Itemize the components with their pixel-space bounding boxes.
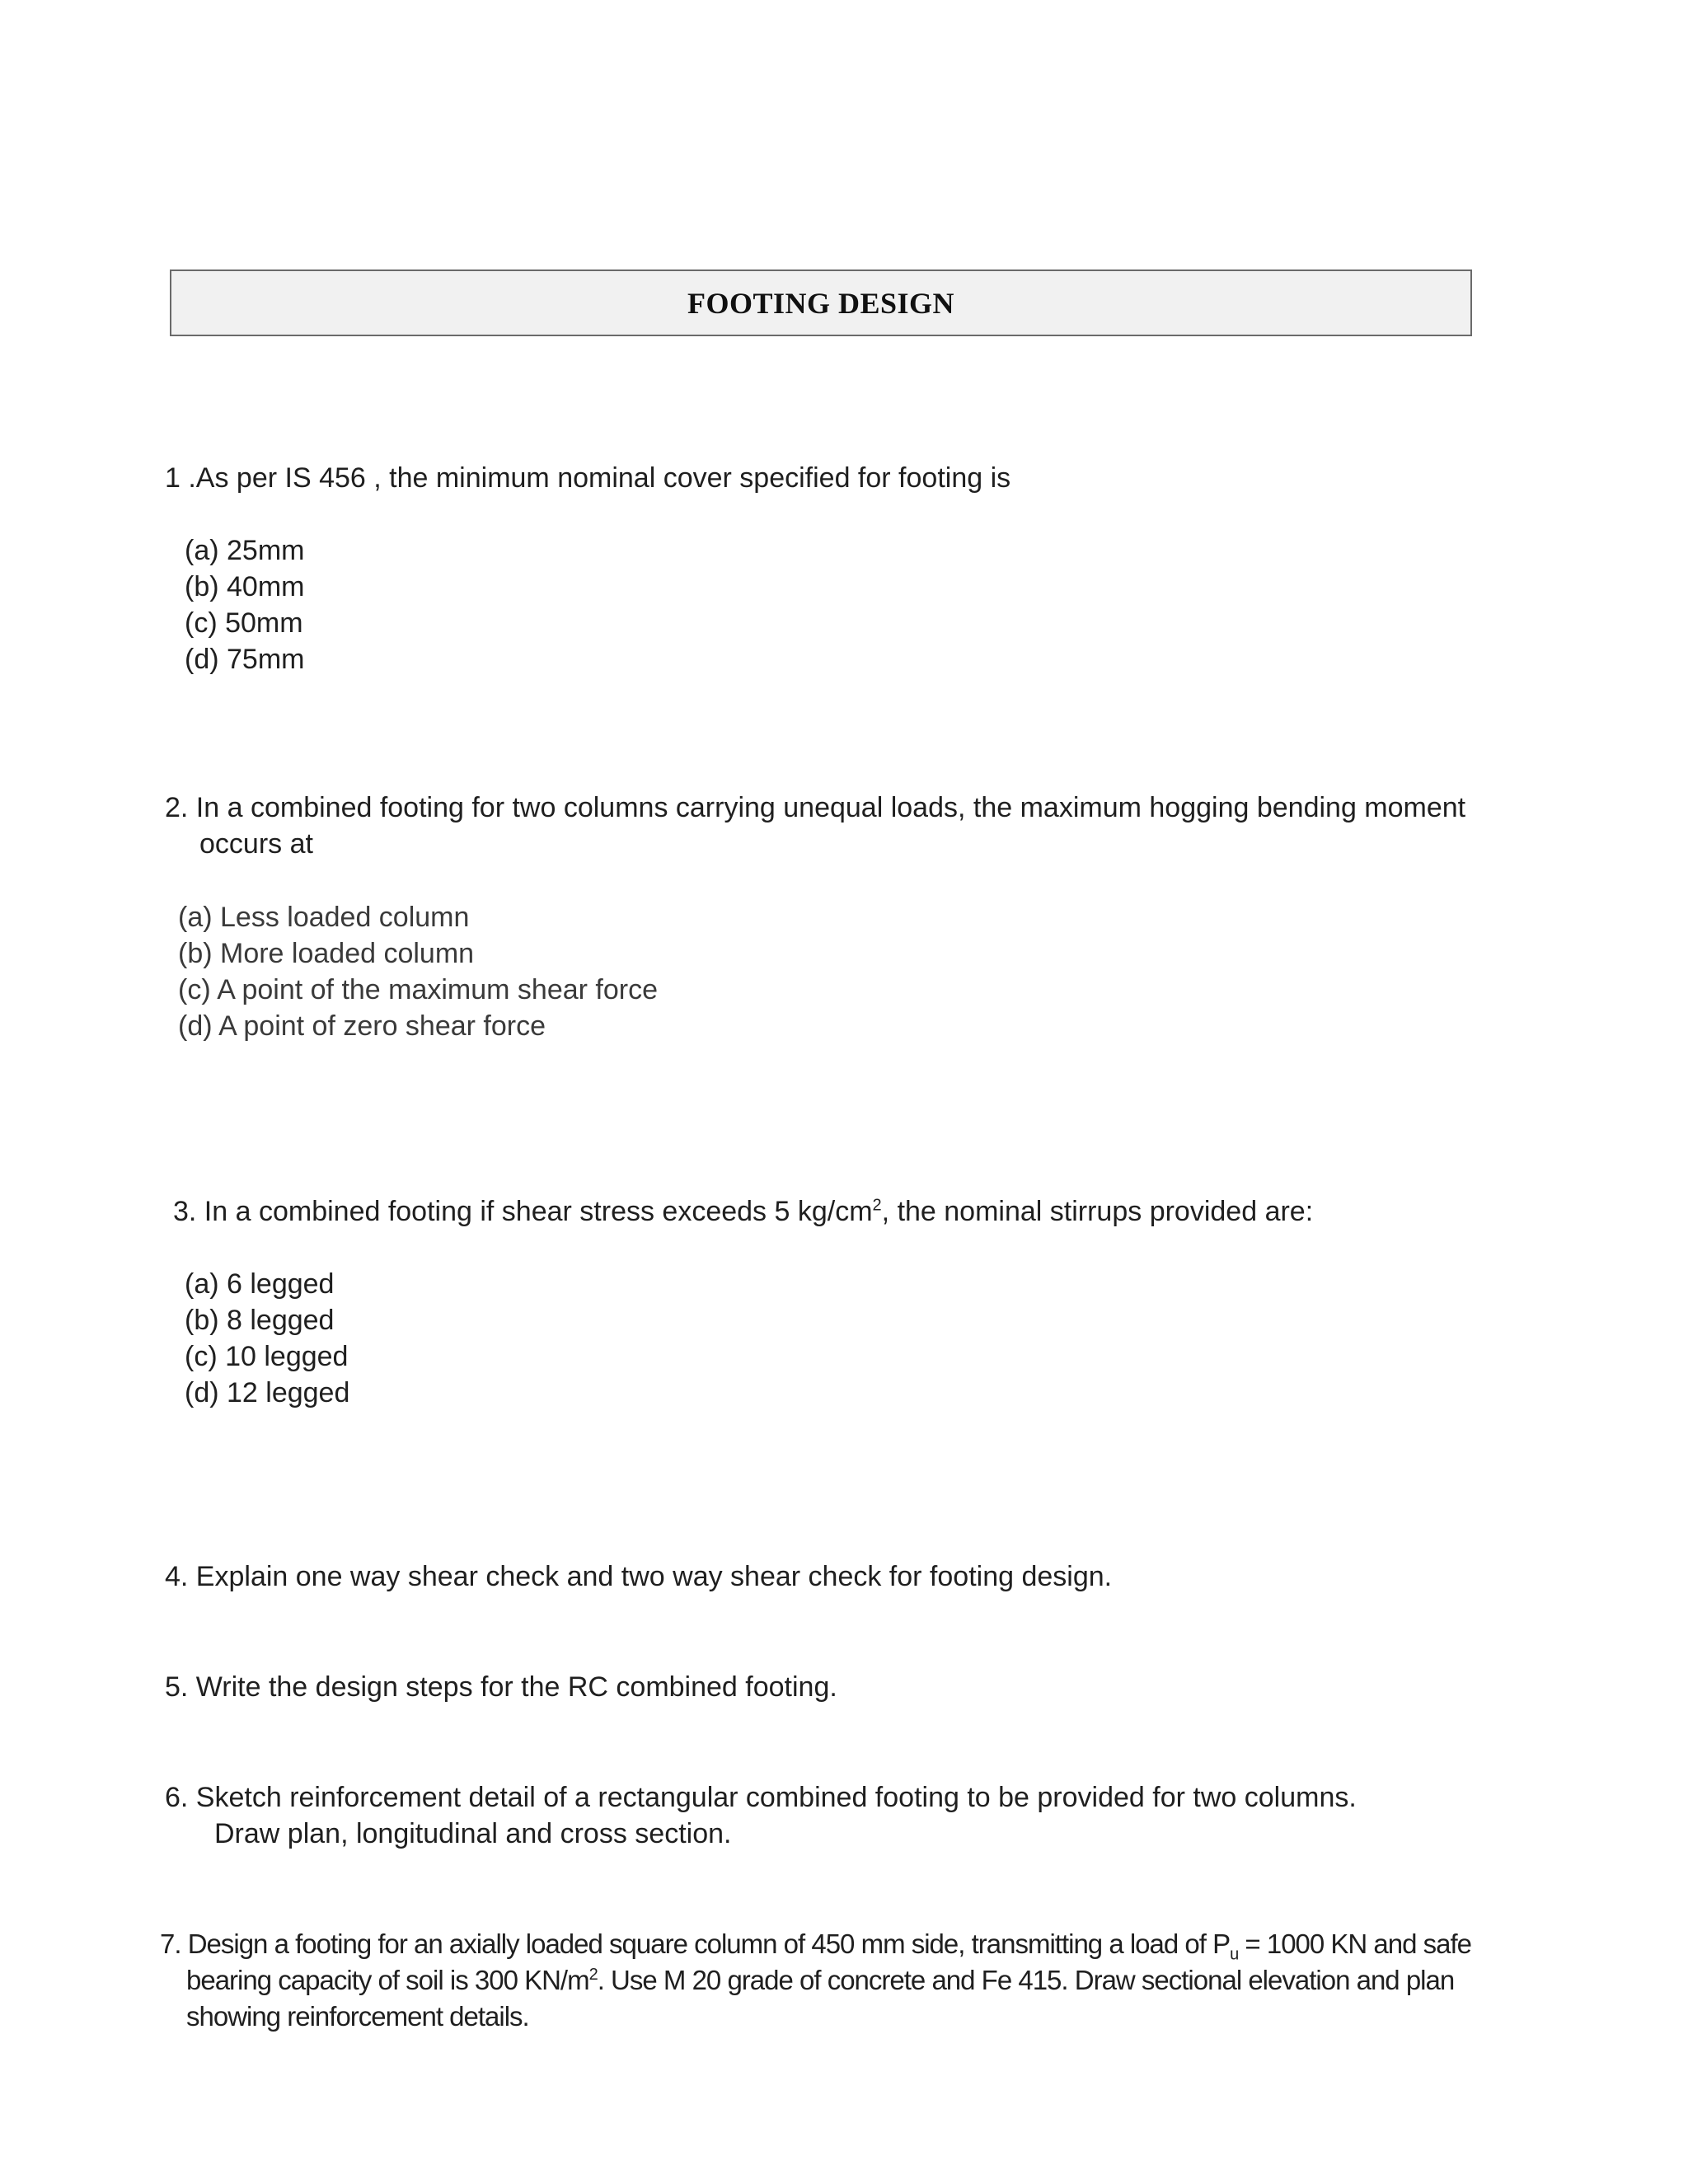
question-2-option-a: (a) Less loaded column xyxy=(178,902,470,933)
question-1-option-d: (d) 75mm xyxy=(185,644,305,675)
question-7-line-2-part-1: bearing capacity of soil is 300 KN/m xyxy=(186,1965,589,1995)
question-7-line-2-part-2: . Use M 20 grade of concrete and Fe 415. Draw sectional elevation and plan xyxy=(597,1965,1455,1995)
question-3-superscript: 2 xyxy=(872,1196,882,1215)
question-7-text-line-3: showing reinforcement details. xyxy=(186,2001,529,2032)
question-3-text-prefix: 3. In a combined footing if shear stress exceeds 5 kg/cm xyxy=(173,1196,873,1227)
question-6-text-line-2: Draw plan, longitudinal and cross section. xyxy=(214,1818,732,1849)
question-3-text xyxy=(173,1193,1313,1230)
question-2-text-line-1: 2. In a combined footing for two columns carrying unequal loads, the maximum hogging bending moment xyxy=(165,792,1466,823)
question-1-text: 1 .As per IS 456 , the minimum nominal cover specified for footing is xyxy=(165,462,1011,494)
question-2-option-b: (b) More loaded column xyxy=(178,938,475,969)
question-1-option-c: (c) 50mm xyxy=(185,607,303,639)
question-7-text-line-1 xyxy=(160,1926,1471,1962)
question-2-text-line-2: occurs at xyxy=(199,828,313,860)
question-3-option-b: (b) 8 legged xyxy=(185,1305,335,1336)
question-3-option-a: (a) 6 legged xyxy=(185,1268,335,1300)
question-3-option-d: (d) 12 legged xyxy=(185,1377,350,1408)
question-7-text-line-2 xyxy=(186,1962,1454,1999)
question-1-option-a: (a) 25mm xyxy=(185,535,305,566)
question-2-option-c: (c) A point of the maximum shear force xyxy=(178,974,659,1005)
question-7-line-1-part-2: = 1000 KN and safe xyxy=(1238,1929,1472,1959)
question-2-option-d: (d) A point of zero shear force xyxy=(178,1010,546,1042)
question-7-line-1-part-1: 7. Design a footing for an axially loaded square column of 450 mm side, transmitting a load of P xyxy=(160,1929,1231,1959)
question-5-text: 5. Write the design steps for the RC combined footing. xyxy=(165,1671,837,1703)
question-4-text: 4. Explain one way shear check and two way shear check for footing design. xyxy=(165,1561,1113,1592)
document-title: FOOTING DESIGN xyxy=(687,286,955,320)
question-1-option-b: (b) 40mm xyxy=(185,571,305,602)
question-6-text-line-1: 6. Sketch reinforcement detail of a rectangular combined footing to be provided for two columns. xyxy=(165,1782,1357,1813)
question-3-text-suffix: , the nominal stirrups provided are: xyxy=(881,1196,1314,1227)
question-3-option-c: (c) 10 legged xyxy=(185,1341,349,1372)
question-7-subscript: u xyxy=(1230,1945,1239,1964)
question-7-superscript: 2 xyxy=(588,1966,598,1984)
title-box xyxy=(170,269,1472,336)
